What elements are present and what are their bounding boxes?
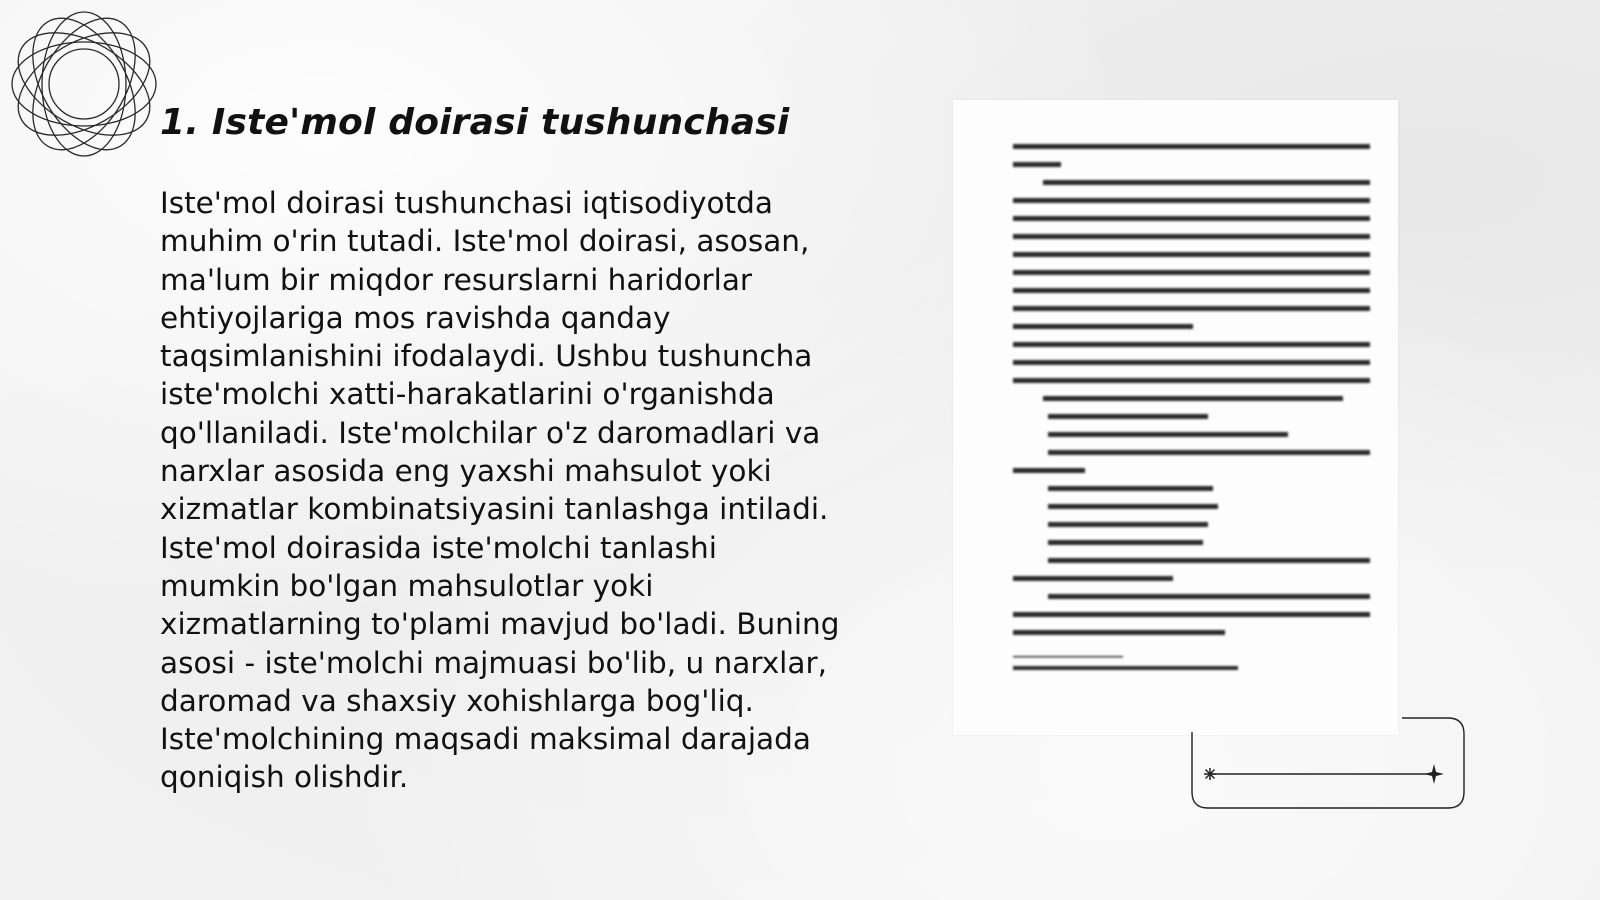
starburst-line-icon	[1190, 716, 1466, 810]
body-paragraph: Iste'mol doirasi tushunchasi iqtisodiyotda muhim o'rin tutadi. Iste'mol doirasi, asosan, ma'lum bir miqdor resurslarni haridorlar ehtiyojlariga mos ravishda qanday taqsimlanishini ifodalaydi. Ushbu tushuncha iste'molchi xatti-harakatlarini o'rganishda qo'llaniladi. Iste'molchilar o'z daromadlari va narxlar asosida eng yaxshi mahsulot yoki xizmatlar kombinatsiyasini tanlashga intiladi. Iste'mol doirasida iste'molchi tanlashi mumkin bo'lgan mahsulotlar yoki xizmatlarning to'plami mavjud bo'ladi. Buning asosi - iste'molchi majmuasi bo'lib, u narxlar, daromad va shaxsiy xohishlarga bog'liq. Iste'molchining maqsadi maksimal darajada qoniqish olishdir.	[160, 186, 840, 795]
slide-title: 1. Iste'mol doirasi tushunchasi	[160, 102, 790, 143]
blurred-document-page	[953, 100, 1398, 735]
concentric-orbits-icon	[10, 10, 158, 158]
